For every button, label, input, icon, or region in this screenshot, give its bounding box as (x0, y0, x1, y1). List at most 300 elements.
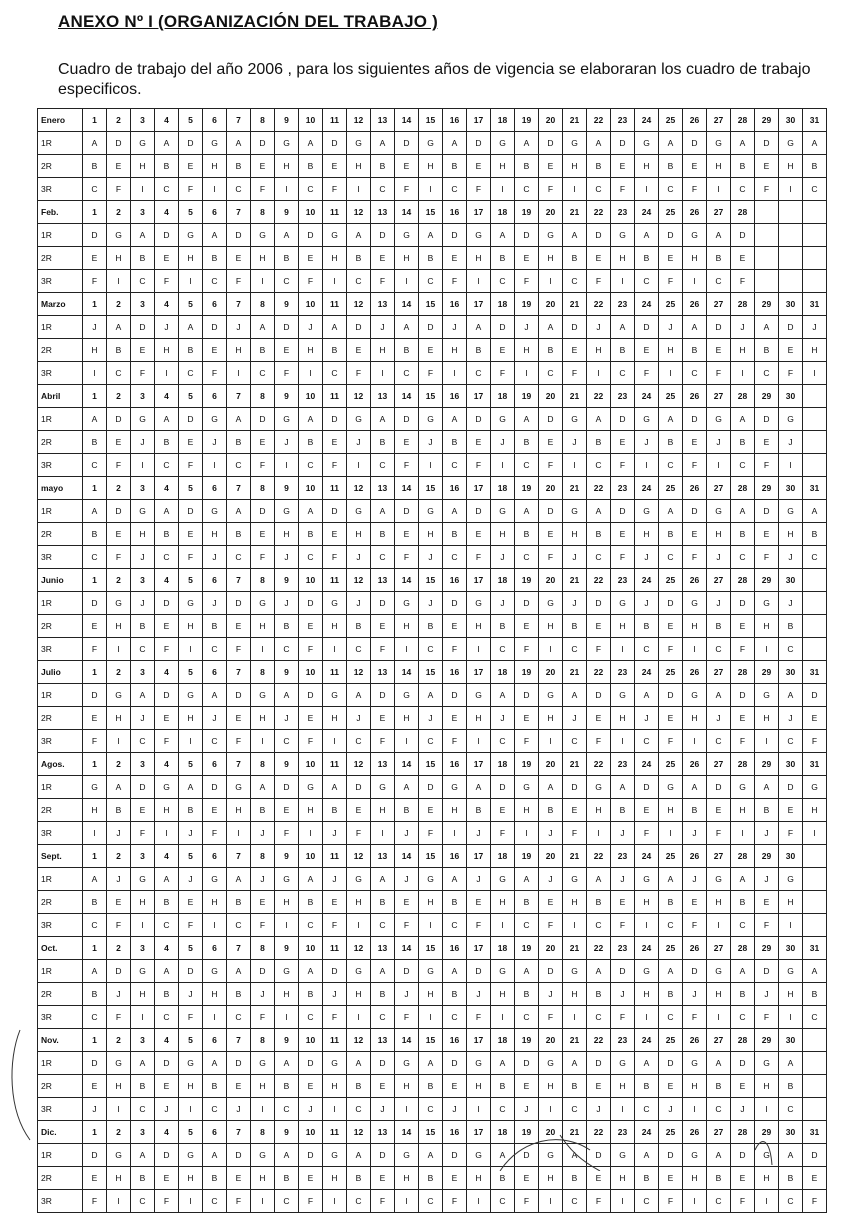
day-number: 28 (731, 1029, 755, 1052)
day-number: 1 (83, 477, 107, 500)
shift-cell: A (179, 776, 203, 799)
shift-cell: D (443, 1052, 467, 1075)
shift-cell: J (395, 983, 419, 1006)
shift-cell: B (539, 799, 563, 822)
day-number: 14 (395, 937, 419, 960)
shift-cell: D (419, 776, 443, 799)
day-number: 16 (443, 201, 467, 224)
day-number: 8 (251, 293, 275, 316)
day-number: 31 (803, 937, 827, 960)
day-number: 10 (299, 1121, 323, 1144)
shift-cell: H (563, 983, 587, 1006)
shift-cell: E (587, 1167, 611, 1190)
day-number: 23 (611, 201, 635, 224)
shift-label: 2R (38, 707, 83, 730)
day-number: 2 (107, 385, 131, 408)
shift-cell: I (515, 822, 539, 845)
shift-cell: A (227, 408, 251, 431)
shift-cell: J (251, 822, 275, 845)
shift-cell: B (587, 523, 611, 546)
day-number: 19 (515, 661, 539, 684)
shift-cell: C (107, 362, 131, 385)
shift-cell: C (587, 914, 611, 937)
shift-cell: F (107, 1006, 131, 1029)
shift-cell: G (179, 684, 203, 707)
day-number: 8 (251, 201, 275, 224)
shift-cell: G (155, 776, 179, 799)
shift-cell: F (491, 822, 515, 845)
shift-cell: F (395, 178, 419, 201)
shift-cell: G (179, 224, 203, 247)
shift-label: 3R (38, 270, 83, 293)
shift-cell: J (203, 431, 227, 454)
shift-cell: C (203, 270, 227, 293)
shift-cell: A (755, 316, 779, 339)
shift-cell: F (539, 178, 563, 201)
shift-cell: G (419, 960, 443, 983)
day-number: 18 (491, 1029, 515, 1052)
shift-cell: E (731, 1167, 755, 1190)
shift-cell: H (323, 615, 347, 638)
day-number: 18 (491, 661, 515, 684)
shift-cell (779, 270, 803, 293)
shift-cell: F (515, 1190, 539, 1213)
shift-cell: B (131, 1075, 155, 1098)
month-header-row (38, 1029, 827, 1052)
shift-cell: A (443, 408, 467, 431)
shift-row (38, 362, 827, 385)
shift-cell: A (347, 684, 371, 707)
day-number: 31 (803, 293, 827, 316)
shift-row (38, 1144, 827, 1167)
shift-cell: J (659, 1098, 683, 1121)
shift-row (38, 454, 827, 477)
shift-cell: H (179, 247, 203, 270)
shift-cell: A (635, 684, 659, 707)
shift-cell: B (371, 431, 395, 454)
shift-cell: J (803, 316, 827, 339)
shift-cell: F (323, 546, 347, 569)
shift-cell: B (299, 983, 323, 1006)
shift-cell: F (131, 362, 155, 385)
shift-cell: E (443, 247, 467, 270)
shift-cell: A (275, 1052, 299, 1075)
shift-cell: C (635, 270, 659, 293)
day-number: 15 (419, 109, 443, 132)
shift-cell: I (659, 822, 683, 845)
shift-cell: B (155, 155, 179, 178)
shift-cell: C (491, 730, 515, 753)
shift-cell: G (563, 500, 587, 523)
day-number: 29 (755, 477, 779, 500)
shift-cell: D (707, 776, 731, 799)
day-number: 17 (467, 477, 491, 500)
shift-cell: J (179, 868, 203, 891)
shift-cell: J (611, 822, 635, 845)
shift-cell: G (131, 408, 155, 431)
shift-cell: I (539, 1098, 563, 1121)
shift-cell: B (227, 983, 251, 1006)
shift-cell: I (491, 914, 515, 937)
shift-cell: A (395, 776, 419, 799)
shift-cell: F (755, 546, 779, 569)
shift-cell: I (587, 822, 611, 845)
work-schedule-table (37, 108, 827, 1213)
shift-cell: A (707, 1144, 731, 1167)
shift-cell (803, 431, 827, 454)
shift-cell: E (539, 431, 563, 454)
shift-cell: E (395, 155, 419, 178)
shift-cell: H (251, 247, 275, 270)
shift-cell: D (419, 316, 443, 339)
shift-cell: A (179, 316, 203, 339)
shift-cell: A (227, 132, 251, 155)
shift-cell: B (707, 615, 731, 638)
shift-cell: C (515, 1006, 539, 1029)
shift-cell: D (611, 132, 635, 155)
shift-cell: I (491, 178, 515, 201)
day-number: 2 (107, 569, 131, 592)
shift-cell: B (803, 983, 827, 1006)
shift-cell: A (467, 316, 491, 339)
day-number: 18 (491, 753, 515, 776)
shift-cell: D (683, 500, 707, 523)
day-number: 31 (803, 109, 827, 132)
day-number: 25 (659, 845, 683, 868)
shift-cell: H (131, 155, 155, 178)
shift-cell: J (443, 1098, 467, 1121)
shift-cell: F (371, 730, 395, 753)
shift-cell: H (227, 799, 251, 822)
shift-cell: H (179, 1075, 203, 1098)
day-number: 27 (707, 569, 731, 592)
shift-cell: J (563, 431, 587, 454)
shift-cell: B (179, 339, 203, 362)
shift-cell: I (155, 362, 179, 385)
shift-label: 3R (38, 1006, 83, 1029)
shift-cell: F (779, 362, 803, 385)
shift-cell: I (467, 1190, 491, 1213)
day-number: 17 (467, 937, 491, 960)
shift-cell: A (683, 316, 707, 339)
shift-cell: I (515, 362, 539, 385)
shift-cell: F (83, 638, 107, 661)
shift-cell: A (731, 960, 755, 983)
shift-cell: B (731, 891, 755, 914)
day-number (779, 201, 803, 224)
shift-row (38, 339, 827, 362)
shift-cell: G (299, 776, 323, 799)
shift-cell: A (539, 776, 563, 799)
shift-cell: F (251, 178, 275, 201)
shift-cell: E (419, 339, 443, 362)
shift-cell: J (563, 592, 587, 615)
shift-cell: D (731, 1144, 755, 1167)
day-number: 24 (635, 569, 659, 592)
shift-cell: D (443, 684, 467, 707)
shift-cell: G (347, 960, 371, 983)
day-number: 2 (107, 1121, 131, 1144)
shift-cell: J (419, 592, 443, 615)
day-number: 12 (347, 937, 371, 960)
shift-cell: J (275, 707, 299, 730)
shift-cell: C (491, 1098, 515, 1121)
shift-cell: F (467, 454, 491, 477)
shift-cell: C (779, 638, 803, 661)
shift-cell: J (131, 431, 155, 454)
day-number: 29 (755, 1121, 779, 1144)
shift-cell: J (539, 868, 563, 891)
shift-cell: G (563, 868, 587, 891)
day-number: 22 (587, 661, 611, 684)
shift-cell: F (227, 638, 251, 661)
shift-cell: D (635, 316, 659, 339)
day-number: 25 (659, 1121, 683, 1144)
shift-cell: B (731, 431, 755, 454)
shift-cell: A (371, 960, 395, 983)
shift-cell: G (323, 592, 347, 615)
day-number (803, 1029, 827, 1052)
shift-cell: H (587, 799, 611, 822)
day-number: 27 (707, 661, 731, 684)
shift-cell: E (155, 615, 179, 638)
day-number: 14 (395, 477, 419, 500)
shift-cell: I (179, 638, 203, 661)
day-number: 20 (539, 385, 563, 408)
day-number: 20 (539, 569, 563, 592)
shift-cell: B (443, 523, 467, 546)
day-number: 9 (275, 753, 299, 776)
shift-cell: E (371, 1075, 395, 1098)
shift-cell: E (539, 523, 563, 546)
shift-cell: F (683, 454, 707, 477)
day-number: 7 (227, 1029, 251, 1052)
shift-cell: J (251, 983, 275, 1006)
shift-cell: I (731, 362, 755, 385)
shift-cell: F (107, 454, 131, 477)
shift-cell: A (515, 868, 539, 891)
shift-cell: I (683, 1190, 707, 1213)
shift-cell: H (707, 891, 731, 914)
shift-cell: E (731, 615, 755, 638)
day-number: 28 (731, 845, 755, 868)
shift-cell: H (635, 523, 659, 546)
shift-cell: B (371, 891, 395, 914)
shift-cell: H (275, 983, 299, 1006)
shift-cell: E (515, 1075, 539, 1098)
shift-cell: H (371, 339, 395, 362)
day-number: 3 (131, 385, 155, 408)
shift-cell: B (755, 799, 779, 822)
day-number: 30 (779, 937, 803, 960)
shift-cell: G (107, 684, 131, 707)
shift-cell: F (83, 730, 107, 753)
shift-cell: A (299, 408, 323, 431)
shift-cell: D (611, 500, 635, 523)
shift-cell: I (755, 730, 779, 753)
shift-cell: I (371, 362, 395, 385)
shift-cell: H (131, 983, 155, 1006)
day-number: 5 (179, 1029, 203, 1052)
shift-cell: J (107, 868, 131, 891)
shift-cell: E (107, 155, 131, 178)
day-number: 28 (731, 753, 755, 776)
shift-cell: J (347, 707, 371, 730)
day-number: 29 (755, 937, 779, 960)
shift-cell: J (635, 592, 659, 615)
shift-cell: B (395, 339, 419, 362)
shift-cell: C (443, 178, 467, 201)
shift-cell: H (131, 523, 155, 546)
shift-cell: G (491, 408, 515, 431)
shift-cell: J (467, 822, 491, 845)
shift-cell: D (683, 408, 707, 431)
shift-cell: E (587, 615, 611, 638)
shift-cell: C (299, 1006, 323, 1029)
day-number: 6 (203, 1029, 227, 1052)
shift-cell: C (419, 638, 443, 661)
shift-cell: E (467, 431, 491, 454)
shift-cell: I (611, 1098, 635, 1121)
shift-cell: A (563, 1144, 587, 1167)
shift-cell: G (779, 960, 803, 983)
shift-cell: G (611, 224, 635, 247)
shift-cell: E (179, 431, 203, 454)
shift-cell: D (227, 684, 251, 707)
day-number: 7 (227, 1121, 251, 1144)
day-number: 27 (707, 937, 731, 960)
shift-cell: A (659, 132, 683, 155)
shift-cell: J (731, 316, 755, 339)
day-number: 19 (515, 937, 539, 960)
shift-cell: H (323, 247, 347, 270)
shift-cell: F (323, 178, 347, 201)
shift-cell: E (155, 1075, 179, 1098)
day-number: 12 (347, 385, 371, 408)
shift-cell: G (251, 224, 275, 247)
shift-cell: D (131, 776, 155, 799)
month-header-row (38, 385, 827, 408)
shift-cell: B (467, 799, 491, 822)
day-number: 23 (611, 293, 635, 316)
shift-cell: J (683, 983, 707, 1006)
shift-cell: D (659, 224, 683, 247)
shift-cell: G (251, 592, 275, 615)
shift-cell: A (611, 776, 635, 799)
shift-cell: H (155, 799, 179, 822)
shift-cell: H (539, 1167, 563, 1190)
shift-cell: H (755, 1167, 779, 1190)
shift-cell: J (227, 316, 251, 339)
shift-cell: C (755, 362, 779, 385)
shift-cell: J (587, 1098, 611, 1121)
shift-cell: F (443, 270, 467, 293)
shift-cell: I (635, 178, 659, 201)
shift-row (38, 684, 827, 707)
day-number: 17 (467, 1029, 491, 1052)
shift-cell: A (251, 316, 275, 339)
day-number: 27 (707, 477, 731, 500)
day-number: 11 (323, 385, 347, 408)
shift-cell: A (251, 776, 275, 799)
shift-cell: C (491, 1190, 515, 1213)
shift-cell: E (755, 891, 779, 914)
shift-cell: D (299, 1144, 323, 1167)
month-name: Julio (38, 661, 83, 684)
shift-cell: B (275, 247, 299, 270)
shift-cell: E (563, 799, 587, 822)
day-number: 27 (707, 109, 731, 132)
shift-cell: G (83, 776, 107, 799)
shift-cell: G (779, 868, 803, 891)
shift-cell: H (779, 523, 803, 546)
shift-cell: F (203, 362, 227, 385)
shift-cell: F (539, 914, 563, 937)
shift-cell: I (467, 638, 491, 661)
shift-cell: F (539, 1006, 563, 1029)
day-number: 11 (323, 569, 347, 592)
shift-cell: E (155, 707, 179, 730)
shift-cell: C (155, 178, 179, 201)
shift-cell: E (659, 615, 683, 638)
shift-cell: H (491, 983, 515, 1006)
shift-cell: G (203, 408, 227, 431)
shift-cell: A (803, 132, 827, 155)
shift-cell: I (779, 178, 803, 201)
shift-cell: C (779, 1098, 803, 1121)
shift-cell: G (755, 1144, 779, 1167)
shift-cell: B (227, 523, 251, 546)
shift-cell: F (299, 730, 323, 753)
shift-cell: B (635, 615, 659, 638)
day-number: 16 (443, 937, 467, 960)
day-number: 29 (755, 109, 779, 132)
day-number: 12 (347, 477, 371, 500)
day-number: 22 (587, 569, 611, 592)
shift-cell: G (467, 1052, 491, 1075)
shift-cell: C (635, 1190, 659, 1213)
shift-cell: G (179, 1144, 203, 1167)
shift-cell: F (659, 638, 683, 661)
shift-cell: D (299, 684, 323, 707)
shift-cell: J (371, 1098, 395, 1121)
shift-cell: G (539, 224, 563, 247)
day-number: 3 (131, 109, 155, 132)
shift-cell: E (443, 707, 467, 730)
shift-cell: F (611, 454, 635, 477)
shift-cell: F (179, 178, 203, 201)
shift-cell: H (107, 707, 131, 730)
day-number: 25 (659, 477, 683, 500)
shift-cell: H (779, 891, 803, 914)
shift-cell: B (299, 155, 323, 178)
shift-cell: E (539, 155, 563, 178)
shift-cell: I (683, 270, 707, 293)
shift-cell: E (587, 247, 611, 270)
shift-cell: F (731, 638, 755, 661)
day-number: 4 (155, 109, 179, 132)
shift-label: 3R (38, 730, 83, 753)
shift-cell: E (107, 523, 131, 546)
shift-cell: B (659, 983, 683, 1006)
shift-cell: E (275, 339, 299, 362)
shift-cell: G (587, 776, 611, 799)
shift-cell: F (707, 362, 731, 385)
shift-cell: C (515, 454, 539, 477)
shift-cell (803, 247, 827, 270)
shift-cell: J (323, 822, 347, 845)
shift-cell: I (395, 638, 419, 661)
